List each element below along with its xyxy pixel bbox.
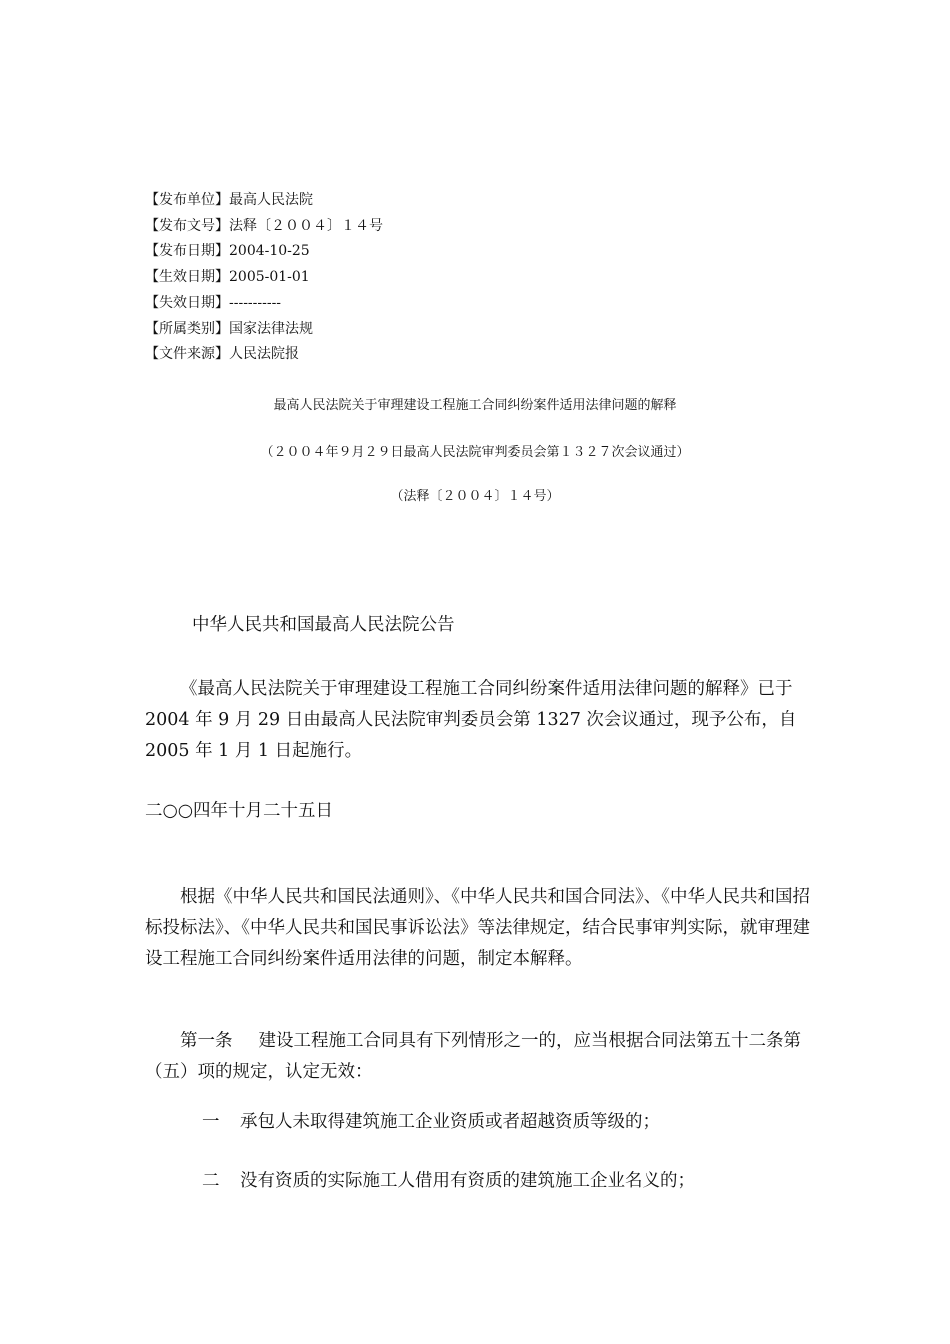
preamble-paragraph: 根据《中华人民共和国民法通则》、《中华人民共和国合同法》、《中华人民共和国招标投标法》、《中华人民共和国民事诉讼法》等法律规定，结合民事审判实际，就审理建设工程施工合同纠纷案件适用法律的问题，制定本解释。 bbox=[145, 887, 810, 969]
meta-row-issue-date bbox=[145, 239, 545, 265]
article-label: 第一条 bbox=[180, 1031, 233, 1051]
meta-key: 【文件来源】 bbox=[145, 346, 229, 363]
meta-value: 2004-10-25 bbox=[229, 243, 310, 260]
meta-row-doc-number bbox=[145, 214, 545, 240]
meta-value: 人民法院报 bbox=[229, 346, 299, 363]
article-1-item bbox=[202, 1167, 695, 1192]
metadata-block bbox=[145, 188, 545, 368]
meta-row-effective-date bbox=[145, 265, 545, 291]
meta-value: 国家法律法规 bbox=[229, 320, 313, 337]
meta-key: 【失效日期】 bbox=[145, 294, 229, 311]
meta-value: ----------- bbox=[229, 294, 282, 311]
meta-key: 【发布日期】 bbox=[145, 243, 229, 260]
meta-key: 【发布单位】 bbox=[145, 192, 229, 208]
article-1-paragraph bbox=[145, 1026, 810, 1088]
document-title: 最高人民法院关于审理建设工程施工合同纠纷案件适用法律问题的解释 bbox=[273, 398, 677, 413]
meta-value: 最高人民法院 bbox=[229, 192, 313, 208]
item-text: 没有资质的实际施工人借用有资质的建筑施工企业名义的； bbox=[240, 1171, 695, 1191]
item-number: 一 bbox=[202, 1112, 220, 1132]
meta-key: 【所属类别】 bbox=[145, 320, 229, 337]
article-text: 建设工程施工合同具有下列情形之一的，应当根据合同法第五十二条第（五）项的规定，认定无效： bbox=[145, 1031, 801, 1082]
document-number: （法释〔２００４〕１４号） bbox=[390, 489, 560, 504]
meta-row-category bbox=[145, 317, 545, 343]
item-number: 二 bbox=[202, 1171, 220, 1191]
announcement-text: 《最高人民法院关于审理建设工程施工合同纠纷案件适用法律问题的解释》已于 2004 年 9 月 29 日由最高人民法院审判委员会第 1327 次会议通过，现予公布，自 2005 年 1 月 1 日起施行。 bbox=[145, 679, 797, 761]
meta-key: 【发布文号】 bbox=[145, 217, 229, 234]
announcement-date: 二○○四年十月二十五日 bbox=[145, 801, 334, 821]
meta-value: 法释〔２００４〕１４号 bbox=[229, 217, 383, 234]
meta-row-issuer bbox=[145, 188, 545, 214]
meta-value: 2005-01-01 bbox=[229, 269, 310, 286]
meta-key: 【生效日期】 bbox=[145, 269, 229, 286]
meta-row-source bbox=[145, 342, 545, 368]
item-text: 承包人未取得建筑施工企业资质或者超越资质等级的； bbox=[240, 1112, 660, 1132]
adoption-note: （２００４年９月２９日最高人民法院审判委员会第１３２７次会议通过） bbox=[260, 445, 690, 460]
article-1-item bbox=[202, 1108, 660, 1133]
announcement-heading: 中华人民共和国最高人民法院公告 bbox=[192, 615, 455, 635]
meta-row-expiry-date bbox=[145, 291, 545, 317]
